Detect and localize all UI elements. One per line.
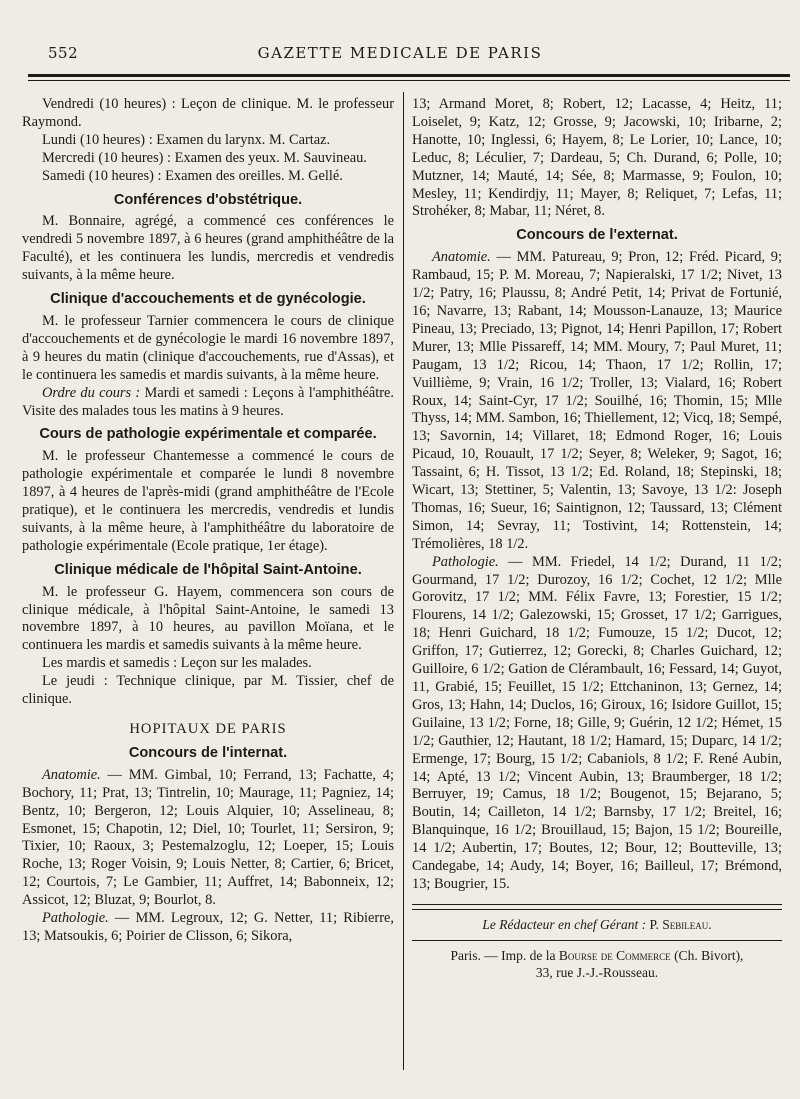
page-number: 552	[48, 44, 79, 62]
lesson-line: Vendredi (10 heures) : Leçon de clinique. M. le professeur Raymond.	[22, 96, 394, 130]
hopitaux-heading: HOPITAUX DE PARIS	[129, 721, 287, 737]
accouchements-text: M. le professeur Tarnier commencera le cours de clinique d'accouchements et de gynécologie le mardi 16 novembre 1897, à 9 heures du matin (clinique d'accouchements, rue d'Assas), et le continuera les samedis et mardis suivants, à la même heure.	[22, 312, 394, 383]
header-rule-thick	[28, 74, 790, 77]
column-divider	[403, 92, 404, 1070]
section-heading-obstetrique: Conférences d'obstétrique.	[113, 191, 303, 208]
footer-rule-bottom	[412, 940, 782, 941]
imprint-suffix: (Ch. Bivort),	[674, 947, 744, 963]
internat-continued: 13; Armand Moret, 8; Robert, 12; Lacasse, 4; Heitz, 11; Loiselet, 9; Katz, 12; Grosse, 9; Jacowski, 10; Iribarne, 2; Hanotte, 10; Inglessi, 6; Hayem, 8; Le Lorier, 10; Lance, 10; Leduc, 8; Léculier, 7; Dardeau, 5; Ch. Durand, 6; Polle, 10; Mutzner, 14; Mauté, 14; Sée, 8; Marmasse, 9; Foulon, 10; Mesley, 11; Kendirdjy, 11; Mayer, 8; Reliquet, 7; Lefas, 11; Strohéker, 8; Mabar, 11; Néret, 8.	[412, 96, 782, 220]
journal-title: GAZETTE MEDICALE DE PARIS	[257, 44, 543, 62]
section-heading-saint-antoine: Clinique médicale de l'hôpital Saint-Antoine.	[54, 561, 362, 578]
anatomie-list: — MM. Patureau, 9; Pron, 12; Fréd. Picard, 9; Rambaud, 15; P. M. Moreau, 7; Napieralski, 17 1/2; Nivet, 13 1/2; Patry, 16; Plaussu, 8; André Petit, 14; Privat de Fortunié, 16; Navarre, 13; Rabant, 14; Mousson-Lanauze, 13; Maurice Pineau, 13; Preciado, 13; Pignot, 14; Henri Papillon, 17; Robert Murer, 13; Mlle Pissareff, 14; MM. Moury, 7; Paul Muret, 11; Paugam, 13 1/2; Ricou, 14; Thaon, 17 1/2; Rollin, 17; Vuillième, 9; Vrain, 16 1/2; Troller, 13; Vialard, 16; Robert Roux, 14; Saint-Cyr, 17 1/2; Souilhé, 16; Thomin, 15; Mlle Thyss, 14; MM. Sambon, 16; Thiellement, 12; Vicq, 18; Sempé, 13; Savornin, 14; Villaret, 18; Edmond Roger, 16; Louis Picaud, 10, Rouault, 17 1/2; Seyer, 8; Weleker, 9; Sagot, 16; Tassaint, 6; H. Tissot, 13 1/2; Ed. Roland, 18; Stepinski, 18; Wicart, 13; Stettiner, 5; Valentin, 13; Savoye, 13 1/2: Joseph Thomas, 16; Sueur, 16; Saintignon, 12; Taussard, 13; Clément Simon, 14; Sevray, 11; Tostivint, 14; Rottenstein, 14; Trémolières, 18 1/2.	[412, 249, 782, 552]
lesson-line: Samedi (10 heures) : Examen des oreilles. M. Gellé.	[42, 167, 343, 184]
ordre-label: Ordre du cours :	[42, 384, 141, 401]
internat-pathologie	[22, 910, 394, 946]
saint-antoine-text: M. le professeur G. Hayem, commencera son cours de clinique médicale, à l'hôpital Saint-Antoine, le samedi 13 novembre 1897, à 10 heures, au pavillon Moïana, et le continuera les mardis et samedis suivants à la même heure.	[22, 583, 394, 654]
editor-signature	[412, 916, 782, 934]
signature-name: P. Sebileau.	[649, 916, 712, 932]
footer-rule	[412, 904, 782, 905]
section-heading-accouchements: Clinique d'accouchements et de gynécologie.	[50, 291, 366, 308]
lesson-line: Mercredi (10 heures) : Examen des yeux. M. Sauvineau.	[42, 149, 367, 166]
anatomie-label: Anatomie.	[42, 766, 101, 783]
section-heading-pathologie: Cours de pathologie expérimentale et comparée.	[39, 426, 377, 443]
anatomie-label: Anatomie.	[432, 249, 491, 266]
header-rule-thin	[28, 80, 790, 81]
anatomie-list: — MM. Gimbal, 10; Ferrand, 13; Fachatte, 4; Bochory, 11; Prat, 13; Tintrelin, 10; Maurage, 11; Pagniez, 14; Bentz, 10; Bergeron, 12; Louis Alquier, 10; Asselineau, 8; Esmonet, 15; Chapotin, 12; Diel, 10; Tourlet, 11; Sersiron, 9; Tixier, 10; Raoux, 3; Pestemalzoglu, 12; Loeper, 15; Louis Roche, 13; Roger Voisin, 9; Louis Netter, 8; Cartier, 6; Bricet, 12; Courtois, 7; Le Gambier, 11; Auffret, 14; Babonneix, 12; Assicot, 12; Bluzat, 9; Bourlot, 8.	[22, 766, 394, 909]
obstetrique-text: M. Bonnaire, agrégé, a commencé ces conférences le vendredi 5 novembre 1897, à 6 heures (grand amphithéâtre de la Faculté), et les continuera les lundis, mercredis et vendredis suivants, à la même heure.	[22, 213, 394, 284]
page-header	[0, 44, 800, 74]
imprint-prefix: Paris. — Imp. de la	[450, 947, 556, 963]
signature-label: Le Rédacteur en chef Gérant :	[482, 916, 647, 932]
saint-antoine-line: Les mardis et samedis : Leçon sur les malades.	[42, 655, 312, 672]
lesson-line: Lundi (10 heures) : Examen du larynx. M. Cartaz.	[42, 131, 331, 148]
saint-antoine-line: Le jeudi : Technique clinique, par M. Tissier, chef de clinique.	[22, 673, 394, 708]
pathologie-list: — MM. Legroux, 12; G. Netter, 11; Ribierre, 13; Matsoukis, 6; Poirier de Clisson, 6; Sikora,	[22, 910, 394, 944]
right-column	[412, 96, 782, 981]
pathologie-label: Pathologie.	[42, 910, 109, 927]
externat-anatomie	[412, 249, 782, 553]
ordre-text: Mardi et samedi : Leçons à l'amphithéâtre. Visite des malades tous les matins à 9 heures.	[22, 384, 394, 419]
footer-rule-thin	[412, 909, 782, 910]
imprint-address: 33, rue J.-J.-Rousseau.	[535, 964, 659, 980]
pathologie-list: — MM. Friedel, 14 1/2; Durand, 11 1/2; Gourmand, 17 1/2; Durozoy, 16 1/2; Cochet, 12 1/2; Mlle Gorovitz, 17 1/2; MM. Félix Favre, 13; Forestier, 15 1/2; Flourens, 14 1/2; Galezowski, 15; Grosset, 17 1/2; Garrigues, 18; Henri Guichard, 18 1/2; Fumouze, 15 1/2; Ducot, 12; Griffon, 17; Gutierrez, 12; Gorecki, 8; Charles Guichard, 12; Guilloire, 6 1/2; Gation de Clérambault, 16; Fessard, 14; Guyot, 11, Grabié, 15; Feuillet, 15 1/2; Ettchaninon, 13; Gernez, 14; Gros, 13; Hahn, 14; Duclos, 16; Giroux, 16; Isidore Guillot, 15; Guilaine, 13 1/2; Forne, 18; Gille, 9; Guérin, 12 1/2; Hémet, 15 1/2; Gauthier, 12; Hautant, 18 1/2; Hamard, 15; Duparc, 14 1/2; Ermenge, 17; Bourg, 15 1/2; Cabaniols, 8 1/2; F. René Aubin, 14; Apté, 13 1/2; Vincent Aubin, 13; Braumberger, 18 1/2; Berruyer, 19; Camus, 18 1/2; Bougenot, 15; Bejarano, 5; Boutin, 14; Cailleton, 14 1/2; Barnsby, 17 1/2; Breitel, 16; Blanquinque, 16 1/2; Brouillaud, 15; Bajon, 15 1/2; Boureille, 14 1/2; Aubertin, 17; Boutes, 12; Bour, 12; Boutteville, 13; Candegabe, 14; Audy, 14; Boyer, 16; Bailleul, 17; Brémond, 13; Bougrier, 15.	[412, 553, 782, 892]
pathologie-label: Pathologie.	[432, 553, 499, 570]
pathologie-text: M. le professeur Chantemesse a commencé le cours de pathologie expérimentale et comparée le lundi 8 novembre 1897, à 4 heures de l'après-midi (grand amphithéâtre de l'Ecole pratique), et le continuera les mercredis, vendredis et lundis suivants, à la même heure, à l'amphithéâtre du laboratoire de pathologie expérimentale (Ecole pratique, 1er étage).	[22, 448, 394, 554]
printer-imprint	[412, 947, 782, 981]
section-heading-externat: Concours de l'externat.	[516, 227, 678, 244]
accouchements-ordre	[22, 385, 394, 421]
imprint-bourse: Bourse de Commerce	[558, 947, 671, 963]
section-heading-internat: Concours de l'internat.	[128, 744, 288, 761]
externat-pathologie	[412, 554, 782, 894]
left-column	[22, 96, 394, 946]
internat-anatomie	[22, 767, 394, 910]
